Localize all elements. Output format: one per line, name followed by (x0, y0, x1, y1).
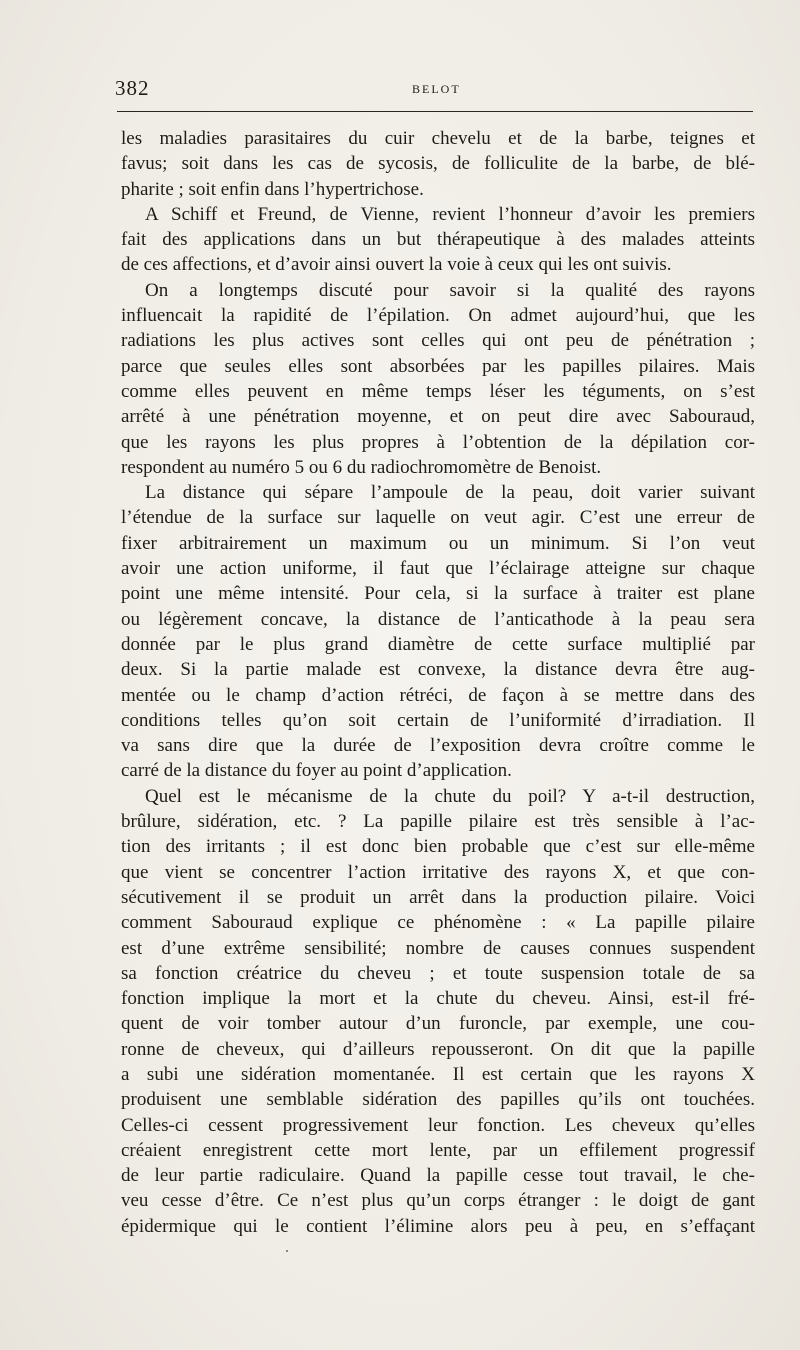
text-line: On a longtemps discuté pour savoir si la qualité des rayons (145, 279, 755, 301)
paper-speck (286, 1250, 288, 1252)
text-line: deux. Si la partie malade est convexe, la distance devra être aug- (121, 659, 755, 681)
text-line: comme elles peuvent en même temps léser les téguments, on s’est (121, 380, 755, 402)
text-line: sécutivement il se produit un arrêt dans la production pilaire. Voici (121, 886, 755, 908)
text-line: quent de voir tomber autour d’un furoncle, par exemple, une cou- (121, 1013, 755, 1035)
text-line: sa fonction créatrice du cheveu ; et toute suspension totale de sa (121, 962, 755, 984)
text-line: respondent au numéro 5 ou 6 du radiochromomètre de Benoist. (121, 456, 602, 478)
text-line: Quel est le mécanisme de la chute du poil? Y a-t-il destruction, (145, 785, 755, 807)
header-rule (117, 111, 753, 112)
text-line: l’étendue de la surface sur laquelle on veut agir. C’est une erreur de (121, 507, 755, 529)
text-line: tion des irritants ; il est donc bien probable que c’est sur elle-même (121, 836, 755, 858)
text-line: brûlure, sidération, etc. ? La papille pilaire est très sensible à l’ac- (121, 811, 755, 833)
page-header (115, 76, 755, 106)
text-line: pharite ; soit enfin dans l’hypertrichose. (121, 178, 424, 200)
text-line: de ces affections, et d’avoir ainsi ouvert la voie à ceux qui les ont suivis. (121, 254, 672, 276)
text-line: épidermique qui le contient l’élimine alors peu à peu, en s’effaçant (121, 1215, 755, 1237)
text-line: est d’une extrême sensibilité; nombre de causes connues suspendent (121, 937, 755, 959)
text-line: radiations les plus actives sont celles qui ont peu de pénétration ; (121, 330, 755, 352)
text-line: carré de la distance du foyer au point d’application. (121, 760, 512, 782)
text-line: produisent une semblable sidération des papilles qu’ils ont touchées. (121, 1089, 755, 1111)
text-line: fonction implique la mort et la chute du cheveu. Ainsi, est-il fré- (121, 988, 755, 1010)
text-line: mentée ou le champ d’action rétréci, de façon à se mettre dans des (121, 684, 755, 706)
text-line: veu cesse d’être. Ce n’est plus qu’un corps étranger : le doigt de gant (121, 1190, 755, 1212)
text-line: favus; soit dans les cas de sycosis, de folliculite de la barbe, de blé- (121, 153, 755, 175)
text-line: Celles-ci cessent progressivement leur fonction. Les cheveux qu’elles (121, 1114, 755, 1136)
text-line: créaient enregistrent cette mort lente, par un effilement progressif (121, 1139, 755, 1161)
text-line: comment Sabouraud explique ce phénomène : « La papille pilaire (121, 912, 755, 934)
text-line: conditions telles qu’on soit certain de l’uniformité d’irradiation. Il (121, 709, 755, 731)
text-line: fait des applications dans un but thérapeutique à des malades atteints (121, 229, 755, 251)
text-line: les maladies parasitaires du cuir chevelu et de la barbe, teignes et (121, 128, 755, 149)
text-line: que les rayons les plus propres à l’obtention de la dépilation cor- (121, 431, 755, 453)
text-line: fixer arbitrairement un maximum ou un minimum. Si l’on veut (121, 532, 755, 554)
text-line: va sans dire que la durée de l’exposition devra croître comme le (121, 735, 755, 757)
text-line: de leur partie radiculaire. Quand la papille cesse tout travail, le che- (121, 1165, 755, 1187)
running-head: BELOT (412, 82, 461, 96)
text-line: ronne de cheveux, qui d’ailleurs repousseront. On dit que la papille (121, 1038, 755, 1060)
text-line: avoir une action uniforme, il faut que l’éclairage atteigne sur chaque (121, 558, 755, 580)
text-line: point une même intensité. Pour cela, si la surface à traiter est plane (121, 583, 755, 605)
text-line: arrêté à une pénétration moyenne, et on peut dire avec Sabouraud, (121, 406, 755, 428)
text-line: parce que seules elles sont absorbées par les papilles pilaires. Mais (121, 355, 755, 377)
text-line: influencait la rapidité de l’épilation. On admet aujourd’hui, que les (121, 305, 755, 327)
text-line: que vient se concentrer l’action irritative des rayons X, et que con- (121, 861, 755, 883)
text-line: donnée par le plus grand diamètre de cette surface multiplié par (121, 633, 755, 655)
text-line: A Schiff et Freund, de Vienne, revient l’honneur d’avoir les premiers (145, 203, 755, 225)
page-number: 382 (115, 76, 150, 100)
text-line: ou légèrement concave, la distance de l’anticathode à la peau sera (121, 608, 755, 630)
body-text (121, 126, 755, 1239)
text-line: a subi une sidération momentanée. Il est certain que les rayons X (121, 1063, 755, 1085)
text-line: La distance qui sépare l’ampoule de la peau, doit varier suivant (145, 482, 755, 504)
